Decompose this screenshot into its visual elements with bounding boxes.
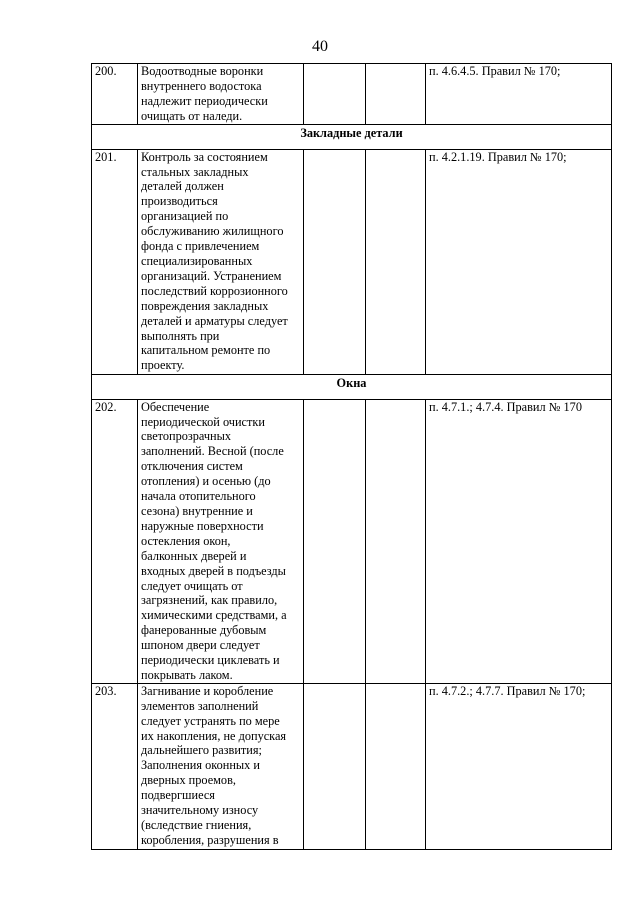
row-number: 203.: [92, 683, 138, 849]
text-line: начала отопительного: [141, 489, 256, 504]
text-line: значительному износу: [141, 803, 259, 818]
row-text: [138, 399, 304, 683]
row-number: 200.: [92, 64, 138, 125]
row-reference: п. 4.7.2.; 4.7.7. Правил № 170;: [426, 683, 612, 849]
empty-cell: [304, 64, 366, 125]
text-line: остекления окон,: [141, 533, 231, 548]
text-line: светопрозрачных: [141, 429, 232, 444]
text-line: стальных закладных: [141, 164, 249, 179]
text-line: элементов заполнений: [141, 698, 259, 713]
text-line: дверных проемов,: [141, 773, 236, 788]
text-line: загрязнений, как правило,: [141, 593, 278, 608]
text-line: дальнейшего развития;: [141, 743, 262, 758]
regulations-table: [91, 63, 612, 850]
text-line: выполнять при: [141, 328, 220, 343]
text-line: (вследствие гниения,: [141, 818, 252, 832]
text-line: Обеспечение: [141, 399, 210, 414]
text-line: Контроль за состоянием: [141, 149, 268, 164]
row-number: 201.: [92, 149, 138, 374]
row-text: [138, 64, 304, 125]
row-text: [138, 683, 304, 849]
text-line: надлежит периодически: [141, 93, 268, 108]
text-line: Заполнения оконных и: [141, 758, 260, 773]
text-line: следует очищать от: [141, 578, 243, 593]
text-line: коробления, разрушения в: [141, 832, 279, 847]
text-line: очищать от наледи.: [141, 108, 243, 123]
page-number: 40: [312, 38, 328, 55]
table-row: [92, 64, 612, 125]
empty-cell: [366, 399, 426, 683]
text-line: внутреннего водостока: [141, 78, 262, 93]
text-line: химическими средствами, а: [141, 608, 287, 623]
row-reference: п. 4.7.1.; 4.7.4. Правил № 170: [426, 399, 612, 683]
text-line: деталей должен: [141, 179, 224, 194]
text-line: обслуживанию жилищного: [141, 224, 284, 239]
text-line: специализированных: [141, 253, 253, 268]
empty-cell: [304, 399, 366, 683]
text-line: заполнений. Весной (после: [141, 444, 284, 459]
row-reference: п. 4.2.1.19. Правил № 170;: [426, 149, 612, 374]
text-line: повреждения закладных: [141, 298, 269, 313]
text-line: шпоном двери следует: [141, 638, 260, 653]
text-line: отключения систем: [141, 459, 243, 474]
empty-cell: [366, 149, 426, 374]
row-reference: п. 4.6.4.5. Правил № 170;: [426, 64, 612, 125]
section-row: [92, 374, 612, 399]
section-heading: Окна: [92, 374, 612, 399]
text-line: деталей и арматуры следует: [141, 313, 288, 328]
text-line: балконных дверей и: [141, 548, 247, 563]
text-line: подвергшиеся: [141, 788, 215, 803]
text-line: наружные поверхности: [141, 518, 264, 533]
table-row: [92, 399, 612, 683]
row-number: 202.: [92, 399, 138, 683]
row-text: [138, 149, 304, 374]
text-line: покрывать лаком.: [141, 667, 233, 682]
table-row: [92, 683, 612, 849]
text-line: фанерованные дубовым: [141, 623, 267, 638]
text-line: организацией по: [141, 209, 229, 224]
text-line: капитальном ремонте по: [141, 343, 271, 358]
section-heading: Закладные детали: [92, 124, 612, 149]
empty-cell: [304, 149, 366, 374]
text-line: входных дверей в подъезды: [141, 563, 286, 578]
text-line: сезона) внутренние и: [141, 503, 253, 518]
text-line: периодической очистки: [141, 414, 265, 429]
text-line: производиться: [141, 194, 218, 209]
table-row: [92, 149, 612, 374]
section-row: [92, 124, 612, 149]
text-line: фонда с привлечением: [141, 239, 260, 254]
empty-cell: [366, 683, 426, 849]
text-line: Водоотводные воронки: [141, 64, 264, 78]
text-line: организаций. Устранением: [141, 268, 282, 283]
empty-cell: [304, 683, 366, 849]
text-line: отопления) и осенью (до: [141, 474, 271, 489]
text-line: следует устранять по мере: [141, 713, 280, 728]
text-line: проекту.: [141, 358, 185, 373]
text-line: Загнивание и коробление: [141, 683, 274, 698]
text-line: их накопления, не допуская: [141, 728, 287, 743]
table-body: [92, 64, 612, 850]
text-line: последствий коррозионного: [141, 283, 288, 298]
text-line: периодически циклевать и: [141, 653, 280, 668]
empty-cell: [366, 64, 426, 125]
